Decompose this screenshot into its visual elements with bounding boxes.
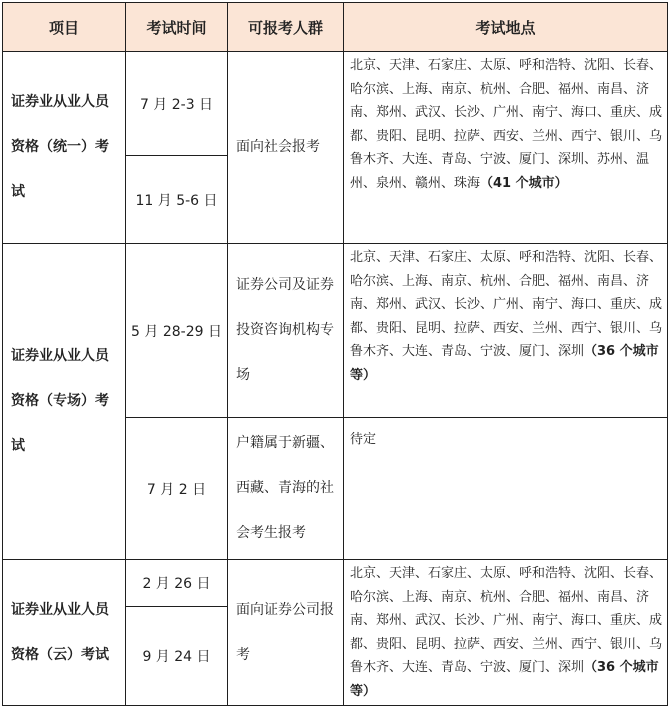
header-audience: 可报考人群 [228,3,344,52]
header-project: 项目 [3,3,126,52]
exam-time: 2 月 26 日 [126,560,228,607]
audience-cell: 证券公司及证券投资咨询机构专场 [228,244,344,418]
exam-time: 9 月 24 日 [126,607,228,706]
header-location: 考试地点 [344,3,668,52]
exam-schedule-table [2,2,668,706]
audience-cell: 户籍属于新疆、西藏、青海的社会考生报考 [228,418,344,560]
location-cell [344,560,668,706]
city-list: 北京、天津、石家庄、太原、呼和浩特、沈阳、长春、哈尔滨、上海、南京、杭州、合肥、福州、南昌、济南、郑州、武汉、长沙、广州、南宁、海口、重庆、成都、贵阳、昆明、拉萨、西安、兰州、西宁、银川、乌鲁木齐、大连、青岛、宁波、厦门、深圳 [350,250,663,359]
project-special: 证券业从业人员资格（专场）考试 [3,244,126,560]
audience-cell: 面向社会报考 [228,52,344,244]
table-row [3,52,668,156]
project-unified: 证券业从业人员资格（统一）考试 [3,52,126,244]
location-cell [344,244,668,418]
exam-time: 7 月 2 日 [126,418,228,560]
project-cloud: 证券业从业人员资格（云）考试 [3,560,126,706]
table-row [3,244,668,418]
city-count: （41 个城市） [480,175,568,191]
table-row [3,560,668,607]
table-header-row [3,3,668,52]
exam-time: 5 月 28-29 日 [126,244,228,418]
city-list: 待定 [350,432,377,447]
location-cell [344,52,668,244]
audience-cell: 面向证券公司报考 [228,560,344,706]
city-count: （36 个城市等） [350,660,659,699]
city-list: 北京、天津、石家庄、太原、呼和浩特、沈阳、长春、哈尔滨、上海、南京、杭州、合肥、福州、南昌、济南、郑州、武汉、长沙、广州、南宁、海口、重庆、成都、贵阳、昆明、拉萨、西安、兰州、西宁、银川、乌鲁木齐、大连、青岛、宁波、厦门、深圳 [350,566,663,675]
city-count: （36 个城市等） [350,344,659,383]
city-list: 北京、天津、石家庄、太原、呼和浩特、沈阳、长春、哈尔滨、上海、南京、杭州、合肥、福州、南昌、济南、郑州、武汉、长沙、广州、南宁、海口、重庆、成都、贵阳、昆明、拉萨、西安、兰州、西宁、银川、乌鲁木齐、大连、青岛、宁波、厦门、深圳、苏州、温州、泉州、赣州、珠海 [350,58,663,191]
exam-time: 11 月 5-6 日 [126,156,228,244]
header-time: 考试时间 [126,3,228,52]
location-cell [344,418,668,560]
exam-time: 7 月 2-3 日 [126,52,228,156]
